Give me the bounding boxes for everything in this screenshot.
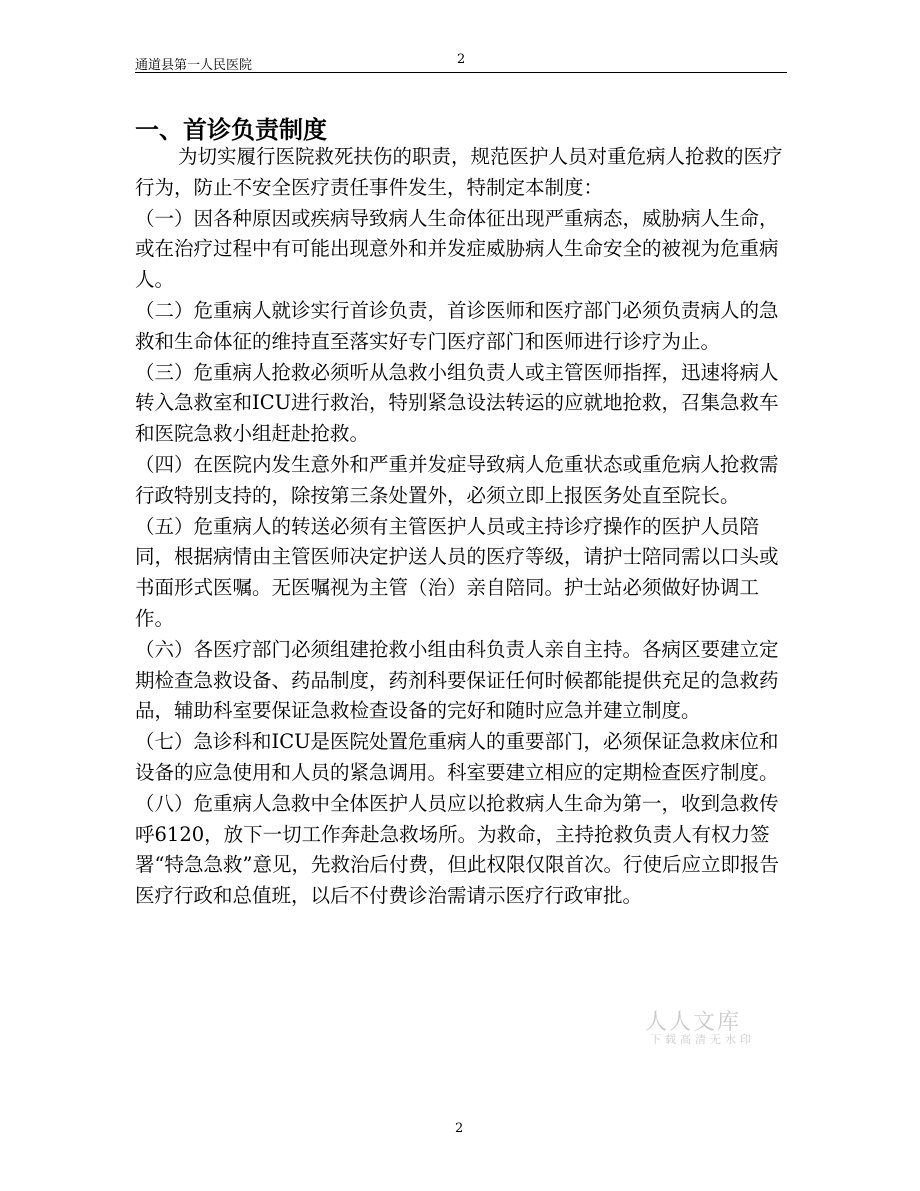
clause-4: （四）在医院内发生意外和严重并发症导致病人危重状态或重危病人抢救需行政特别支持的，除按第三条处置外，必须立即上报医务处直至院长。 <box>135 452 779 507</box>
clause-6: （六）各医疗部门必须组建抢救小组由科负责人亲自主持。各病区要建立定期检查急救设备、药品制度，药剂科要保证任何时候都能提供充足的急救药品，辅助科室要保证急救检查设备的完好和随时应急并建立制度。 <box>135 637 779 723</box>
clause-7: （七）急诊科和ICU是医院处置危重病人的重要部门，必须保证急救床位和设备的应急使用和人员的紧急调用。科室要建立相应的定期检查医疗制度。 <box>135 730 779 784</box>
footer-page-number: 2 <box>455 1121 464 1136</box>
page-header <box>135 52 787 73</box>
watermark <box>640 1005 790 1051</box>
clause-3: （三）危重病人抢救必须听从急救小组负责人或主管医师指挥，迅速将病人转入急救室和ICU进行救治，特别紧急设法转运的应就地抢救，召集急救车和医院急救小组赶赴抢救。 <box>135 360 779 446</box>
intro-paragraph: 为切实履行医院救死扶伤的职责，规范医护人员对重危病人抢救的医疗行为，防止不安全医疗责任事件发生，特制定本制度： <box>135 145 783 199</box>
clause-5: （五）危重病人的转送必须有主管医护人员或主持诊疗操作的医护人员陪同，根据病情由主管医师决定护送人员的医疗等级，请护士陪同需以口头或书面形式医嘱。无医嘱视为主管（治）亲自陪同。护士站必须做好协调工作。 <box>135 514 779 630</box>
clause-1: （一）因各种原因或疾病导致病人生命体征出现严重病态，威胁病人生命，或在治疗过程中有可能出现意外和并发症威胁病人生命安全的被视为危重病人。 <box>135 206 779 292</box>
watermark-subtitle: 下载高清无水印 <box>650 1033 755 1046</box>
section-title: 一、首诊负责制度 <box>135 116 327 144</box>
document-body <box>135 142 787 912</box>
clause-2: （二）危重病人就诊实行首诊负责，首诊医师和医疗部门必须负责病人的急救和生命体征的维持直至落实好专门医疗部门和医师进行诊疗为止。 <box>135 298 779 353</box>
header-hospital-name: 通道县第一人民医院 <box>135 58 253 73</box>
watermark-logo: 人人文库 <box>645 1010 742 1035</box>
clause-8: （八）危重病人急救中全体医护人员应以抢救病人生命为第一，收到急救传呼6120，放下一切工作奔赴急救场所。为救命，主持抢救负责人有权力签署“特急急救”意见，先救治后付费，但此权限仅限首次。行使后应立即报告医疗行政和总值班，以后不付费诊治需请示医疗行政审批。 <box>135 791 779 908</box>
header-page-number: 2 <box>457 52 466 67</box>
